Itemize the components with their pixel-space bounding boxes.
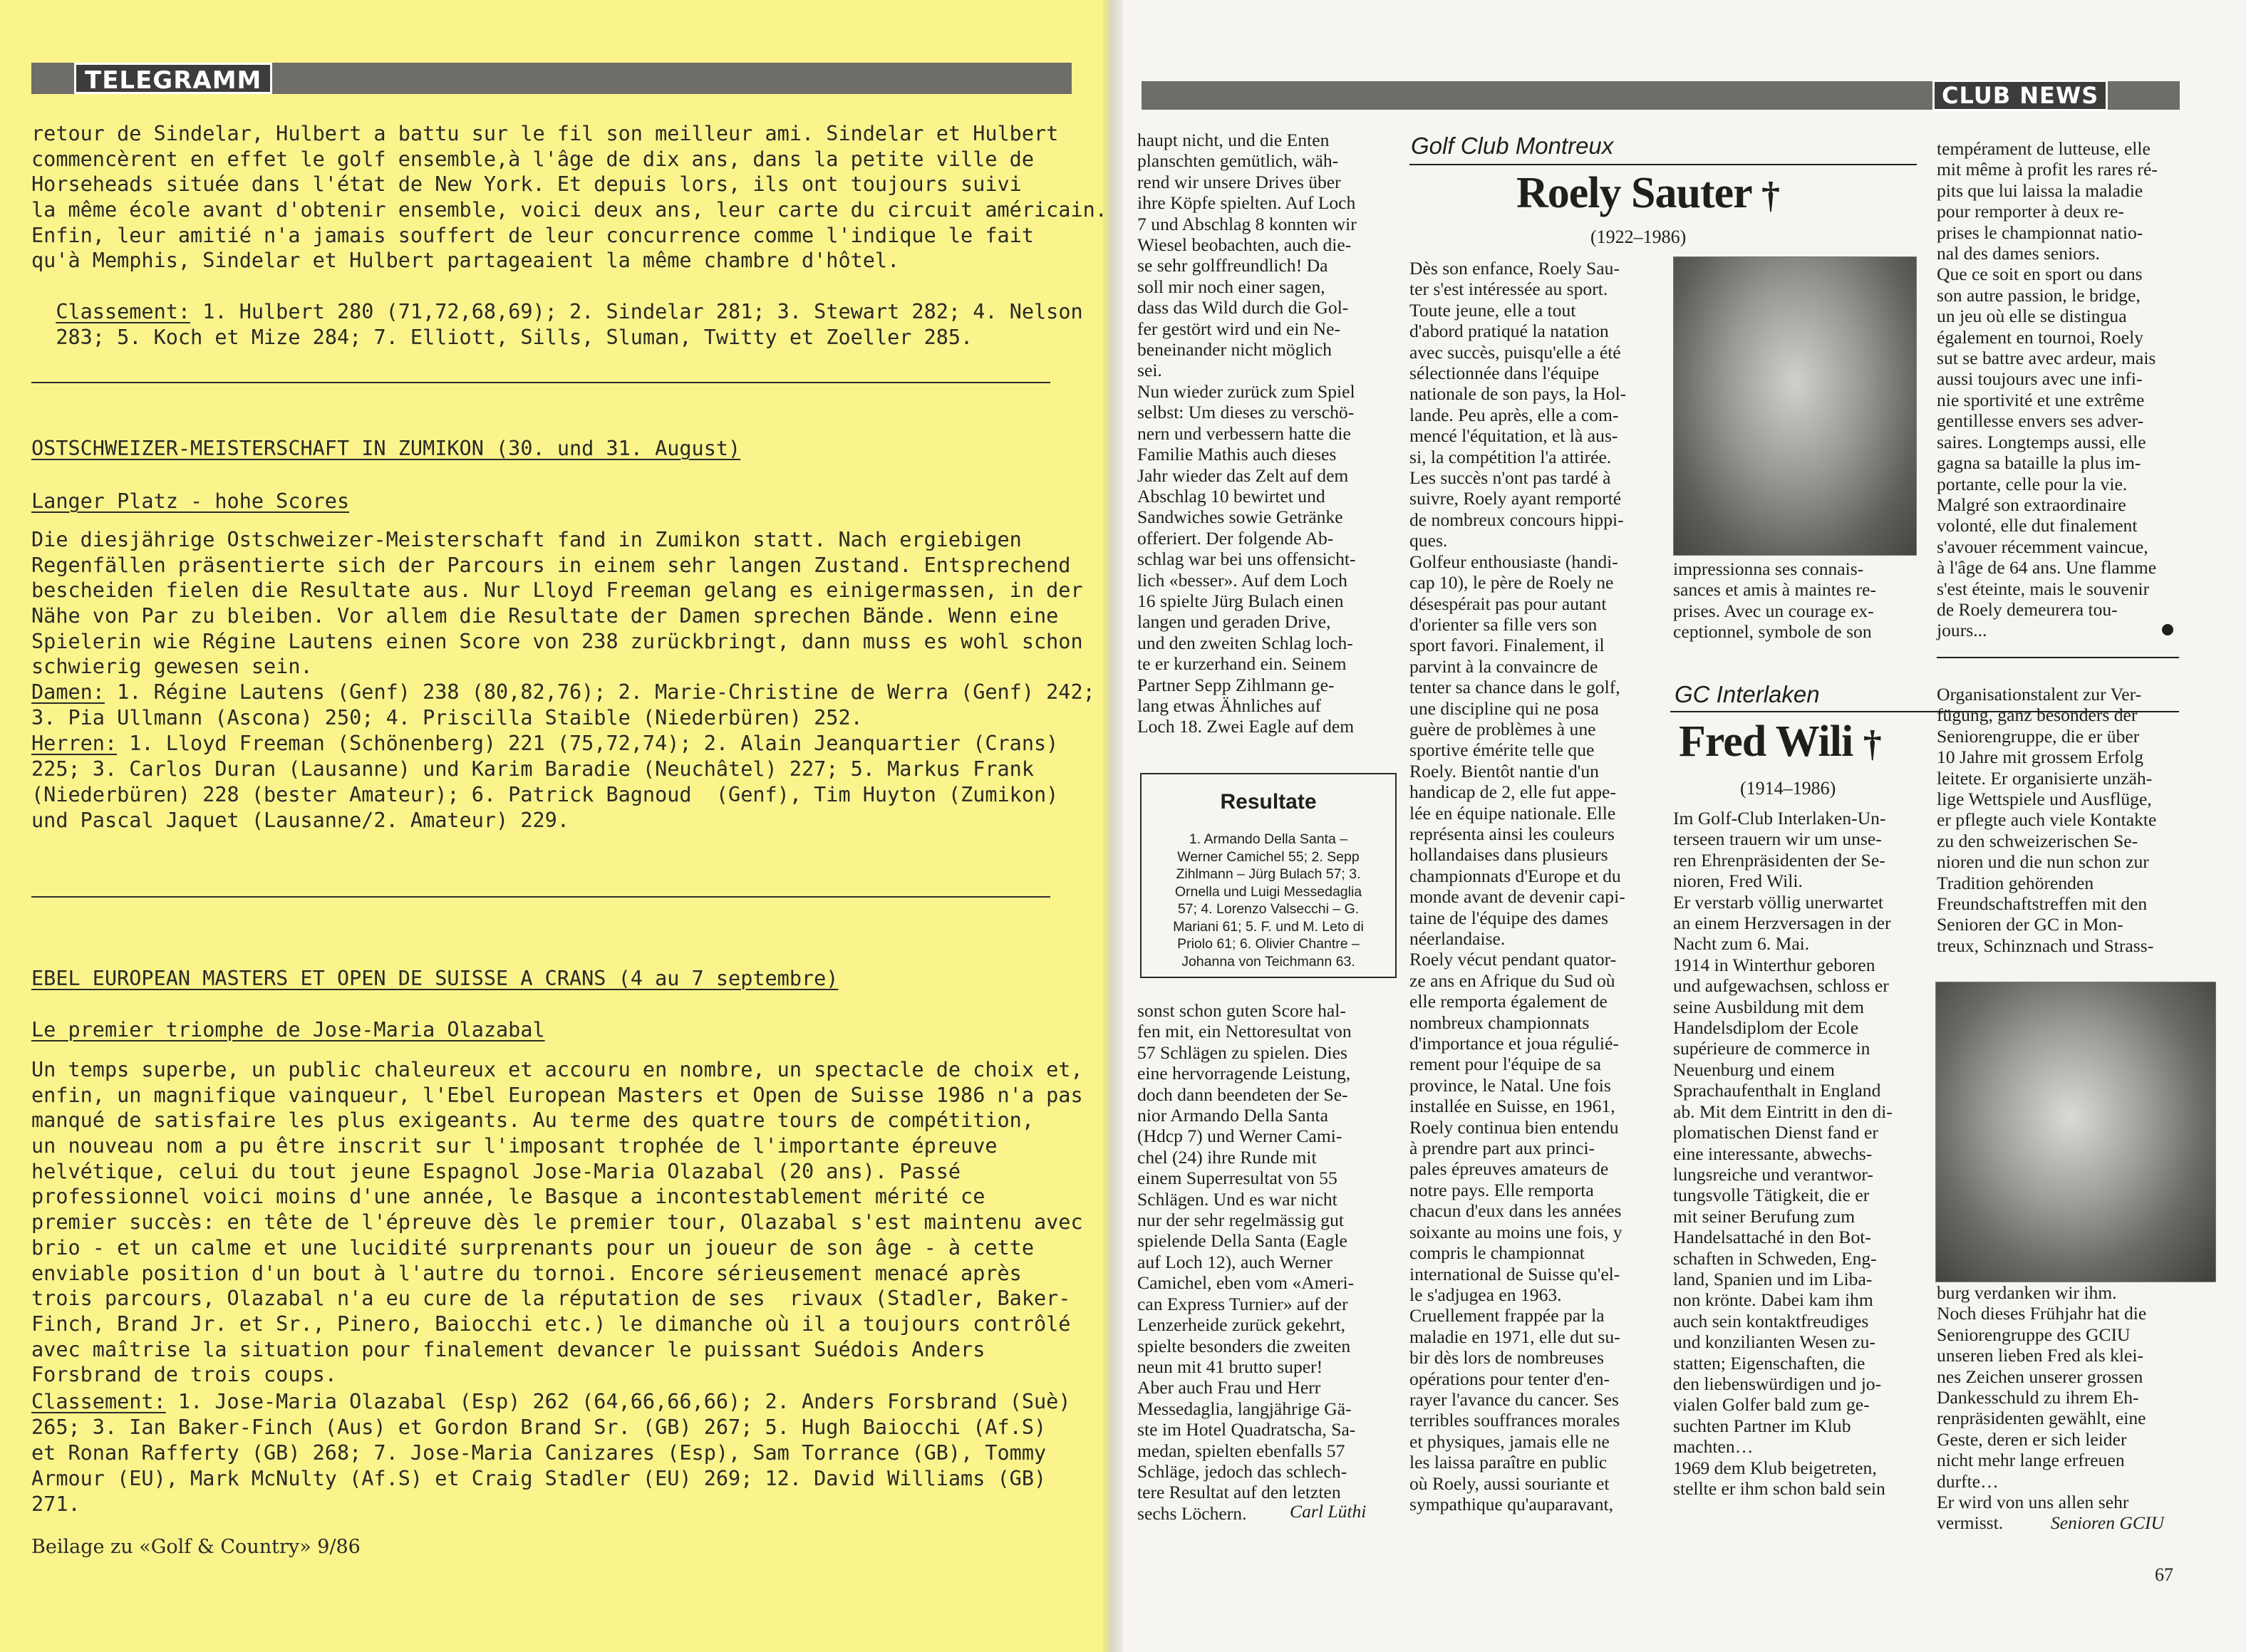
text-line: 7 und Abschlag 8 konnten wir (1137, 213, 1357, 234)
text-line: guère de problèmes à une (1409, 718, 1596, 739)
text-line: te er kurzerhand ein. Seinem (1137, 653, 1347, 675)
text-line: où Roely, aussi souriante et (1409, 1472, 1610, 1494)
text-line: Neuenburg und einem (1673, 1059, 1835, 1080)
text-line: prises le championnat natio- (1937, 222, 2143, 243)
text-line: jours... (1937, 620, 1987, 641)
text-line: rement pour l'équipe de sa (1409, 1054, 1601, 1075)
article3-title: EBEL EUROPEAN MASTERS ET OPEN DE SUISSE A CRANS (4 au 7 septembre) (31, 967, 839, 990)
text-line: la même école avant d'obtenir ensemble, voici deux ans, leur carte du circuit américain. (31, 198, 1107, 222)
text-line: chel (24) ihre Runde mit (1137, 1146, 1317, 1168)
text-line: soixante au moins une fois, y (1409, 1221, 1623, 1242)
text-line: tenter sa chance dans le golf, (1409, 677, 1620, 698)
text-line: nationale de son pays, la Hol- (1409, 383, 1627, 405)
text-line: les laissa paraître en public (1409, 1452, 1608, 1473)
text-line: portante, celle pour la vie. (1937, 473, 2128, 494)
text-line: s'avouer récemment vaincue, (1937, 536, 2148, 557)
text-line: vermisst. (1937, 1512, 2004, 1534)
text-line: sélectionnée dans l'équipe (1409, 363, 1600, 384)
text-line: helvétique, celui du tout jeune Espagnol Jose-Maria Olazabal (20 ans). Passé (31, 1159, 961, 1183)
section-divider (31, 382, 1050, 383)
text-line: nie sportivité et une extrême (1937, 389, 2145, 410)
article3-results-line2: 265; 3. Ian Baker-Finch (Aus) et Gordon Brand Sr. (GB) 267; 5. Hugh Baiocchi (Af.S) (31, 1415, 1047, 1439)
column2 (1409, 258, 1649, 1515)
text-line: nern und verbessern hatte die (1137, 422, 1351, 444)
text-line: installée en Suisse, en 1961, (1409, 1096, 1615, 1117)
text-line: également en tournoi, Roely (1937, 326, 2143, 348)
text-line: Nun wieder zurück zum Spiel (1137, 380, 1355, 402)
text-line: suchten Partner im Klub (1673, 1415, 1851, 1436)
text-line: bir dès lors de nombreuses (1409, 1347, 1604, 1368)
text-line: sechs Löchern. (1137, 1502, 1247, 1524)
text-line: Que ce soit en sport ou dans (1937, 264, 2143, 285)
column4-signature: Senioren GCIU (2051, 1512, 2164, 1533)
end-bullet-icon (2162, 624, 2173, 635)
text-line: nioren und die nun schon zur (1937, 851, 2149, 873)
text-line: hollandaises dans plusieurs (1409, 844, 1608, 866)
text-line: de nombreux concours hippi- (1409, 509, 1624, 530)
text-line: doch dann beendeten der Se- (1137, 1084, 1348, 1105)
obituary2-dates: (1914–1986) (1740, 778, 1836, 799)
column1-top (1137, 130, 1382, 737)
text-line: supérieure de commerce in (1673, 1038, 1870, 1059)
text-line: pour remporter à deux re- (1937, 201, 2124, 222)
text-line: dass das Wild durch die Gol- (1137, 297, 1349, 318)
text-line: premier succès: en tête de l'épreuve dès le premier tour, Olazabal s'est maintenu avec (31, 1210, 1083, 1235)
text-line: Schläge, jedoch das schlech- (1137, 1460, 1347, 1482)
article2-herren-line4: und Pascal Jaquet (Lausanne/2. Amateur) 229. (31, 809, 569, 832)
text-line: Forsbrand de trois coups. (31, 1363, 337, 1387)
text-line: elle remporta également de (1409, 991, 1608, 1012)
text-line: Regenfällen präsentierte sich der Parcours in einem sehr langen Zustand. Entsprechend (31, 553, 1071, 577)
text-line: leitete. Er organisierte unzäh- (1937, 767, 2153, 789)
column1-bottom (1137, 1000, 1382, 1524)
text-line: Organisationstalent zur Ver- (1937, 684, 2142, 705)
text-line: un jeu où elle se distingua (1937, 306, 2127, 327)
text-line: fügung, ganz besonders der (1937, 705, 2138, 726)
obituary2-name: Fred Wili † (1679, 717, 1881, 766)
text-line: haupt nicht, und die Enten (1137, 130, 1330, 150)
text-line: Loch 18. Zwei Eagle auf dem (1137, 716, 1355, 737)
text-line: son autre passion, le bridge, (1937, 284, 2141, 306)
text-line: sei. (1137, 360, 1162, 381)
text-line: suivre, Roely ayant remporté (1409, 488, 1622, 509)
resultate-line: 57; 4. Lorenzo Valsecchi – G. (1177, 901, 1360, 917)
text-line: Schlägen. Und es war nicht (1137, 1188, 1337, 1210)
column3-bottom (1673, 808, 1915, 1499)
text-line: ter s'est intéressée au sport. (1409, 279, 1608, 300)
obituary1-dates: (1922–1986) (1590, 227, 1687, 247)
text-line: pits que lui laissa la maladie (1937, 180, 2143, 201)
text-line: Jahr wieder das Zelt auf dem (1137, 464, 1349, 486)
club-news-header-label: CLUB NEWS (1932, 80, 2108, 111)
column3-top (1673, 559, 1915, 643)
resultate-line: 1. Armando Della Santa – (1189, 831, 1348, 847)
text-line: machten… (1673, 1436, 1754, 1458)
text-line: rend wir unsere Drives über (1137, 171, 1341, 192)
text-line: ceptionnel, symbole de son (1673, 621, 1872, 643)
text-line: tungsvolle Tätigkeit, die er (1673, 1185, 1870, 1206)
text-line: fen mit, ein Nettoresultat von (1137, 1021, 1352, 1042)
text-line: s'est éteinte, mais le souvenir (1937, 578, 2150, 599)
text-line: Abschlag 10 bewirtet und (1137, 485, 1325, 506)
text-line: neun mit 41 brutto super! (1137, 1356, 1323, 1377)
text-line: mencé l'équitation, et là aus- (1409, 425, 1618, 447)
text-line: Roely continua bien entendu (1409, 1116, 1619, 1138)
text-line: plomatischen Dienst fand er (1673, 1122, 1878, 1143)
text-line: planschten gemütlich, wäh- (1137, 150, 1339, 172)
text-line: nur der sehr regelmässig gut (1137, 1210, 1344, 1231)
text-line: Cruellement frappée par la (1409, 1305, 1605, 1326)
text-line: bescheiden fielen die Resultate aus. Nur Lloyd Freeman gelang es einigermassen, in der (31, 578, 1083, 603)
text-line: selbst: Um dieses zu verschö- (1137, 402, 1355, 423)
text-line: cap 10), le père de Roely ne (1409, 572, 1614, 593)
text-line: ab. Mit dem Eintritt in den di- (1673, 1101, 1893, 1122)
text-line: chacun d'eux dans les années (1409, 1200, 1622, 1222)
text-line: terribles souffrances morales (1409, 1410, 1620, 1431)
resultate-line: Zihlmann – Jürg Bulach 57; 3. (1176, 866, 1361, 882)
resultate-line: Priolo 61; 6. Olivier Chantre – (1177, 936, 1360, 952)
text-line: eine hervorragende Leistung, (1137, 1063, 1351, 1084)
text-line: sport favori. Finalement, il (1409, 635, 1605, 656)
article1-results-line1: 1. Hulbert 280 (71,72,68,69); 2. Sindelar 281; 3. Stewart 282; 4. Nelson (190, 299, 1083, 323)
text-line: le s'adjugea en 1963. (1409, 1284, 1562, 1305)
text-line: Nähe von Par zu bleiben. Vor allem die Resultate der Damen sprechen Bände. Wenn eine (31, 604, 1059, 628)
text-line: und konzilianten Wesen zu- (1673, 1331, 1875, 1353)
article2-title: OSTSCHWEIZER-MEISTERSCHAFT IN ZUMIKON (30. und 31. August) (31, 437, 741, 460)
text-line: monde avant de devenir capi- (1409, 886, 1625, 908)
text-line: lige Wettspiele und Ausflüge, (1937, 789, 2152, 810)
page-number: 67 (2155, 1564, 2173, 1585)
text-line: opérations pour tenter d'en- (1409, 1368, 1610, 1389)
text-line: Horseheads située dans l'état de New York. Et depuis lors, ils ont toujours suivi (31, 172, 1022, 197)
text-line: d'orienter sa fille vers son (1409, 613, 1598, 635)
article3-results-line5: 271. (31, 1492, 81, 1516)
article3-results-line3: et Ronan Rafferty (GB) 268; 7. Jose-Maria Canizares (Esp), Sam Torrance (GB), Tommy (31, 1441, 1047, 1465)
text-line: Er wird von uns allen sehr (1937, 1492, 2129, 1513)
text-line: désespérait pas pour autant (1409, 593, 1607, 614)
text-line: lungsreiche und verantwor- (1673, 1163, 1873, 1185)
resultate-line: Mariani 61; 5. F. und M. Leto di (1173, 918, 1364, 935)
text-line: représenta ainsi les couleurs (1409, 823, 1615, 844)
club1-name: Golf Club Montreux (1411, 133, 1614, 159)
text-line: Aber auch Frau und Herr (1137, 1377, 1321, 1398)
text-line: nal des dames seniors. (1937, 243, 2100, 264)
roely-sauter-photo (1673, 256, 1917, 556)
text-line: sances et amis à maintes re- (1673, 579, 1876, 601)
text-line: nioren, Fred Wili. (1673, 871, 1803, 892)
text-line: et physiques, jamais elle ne (1409, 1430, 1610, 1452)
text-line: ren Ehrenpräsidenten der Se- (1673, 849, 1885, 871)
text-line: fer gestört wird und ein Ne- (1137, 318, 1340, 339)
text-line: soll mir noch einer sagen, (1137, 276, 1325, 297)
text-line: Partner Sepp Zihlmann ge- (1137, 674, 1335, 695)
text-line: à l'âge de 64 ans. Une flamme (1937, 557, 2157, 578)
text-line: non krönte. Dabei kam ihm (1673, 1289, 1873, 1311)
text-line: schlag war bei uns offensicht- (1137, 549, 1356, 570)
text-line: ihre Köpfe spielten. Auf Loch (1137, 192, 1356, 214)
text-line: Toute jeune, elle a tout (1409, 299, 1576, 321)
text-line: 57 Schlägen zu spielen. Dies (1137, 1041, 1347, 1063)
text-line: medan, spielten ebenfalls 57 (1137, 1440, 1345, 1461)
text-line: une discipline qui ne posa (1409, 697, 1599, 719)
column4-bottom (1937, 1282, 2179, 1534)
text-line: eine interessante, abwechs- (1673, 1143, 1873, 1164)
text-line: langen und geraden Drive, (1137, 611, 1331, 633)
text-line: Un temps superbe, un public chaleureux et accouru en nombre, un spectacle de choix et, (31, 1058, 1083, 1081)
text-line: Handelsdiplom der Ecole (1673, 1017, 1859, 1039)
text-line: maladie en 1971, elle dut su- (1409, 1326, 1620, 1347)
dagger-icon: † (1761, 175, 1780, 216)
text-line: un nouveau nom a pu être inscrit sur l'imposant trophée de l'importante épreuve (31, 1134, 998, 1158)
text-line: sympathique qu'auparavant, (1409, 1493, 1614, 1515)
text-line: enviable position d'un bout à l'autre du tornoi. Encore sérieusement menacé après (31, 1261, 1022, 1285)
text-line: tempérament de lutteuse, elle (1937, 138, 2151, 159)
article3-results: Classement: 1. Jose-Maria Olazabal (Esp) 262 (64,66,66,66); 2. Anders Forsbrand (Suè) (31, 1390, 1071, 1413)
text-line: lande. Peu après, elle a com- (1409, 404, 1619, 425)
article3-results-line4: Armour (EU), Mark McNulty (Af.S) et Craig Stadler (EU) 269; 12. David Williams (GB) (31, 1467, 1047, 1490)
text-line: Freundschaftstreffen mit den (1937, 893, 2148, 915)
text-line: Geste, deren er sich leider (1937, 1428, 2127, 1450)
text-line: à prendre part aux princi- (1409, 1138, 1595, 1159)
text-line: Im Golf-Club Interlaken-Un- (1673, 808, 1886, 828)
text-line: d'abord pratiqué la natation (1409, 321, 1609, 342)
text-line: Enfin, leur amitié n'a jamais souffert de leur concurrence comme l'indique le fait (31, 223, 1034, 247)
article2-subtitle: Langer Platz - hohe Scores (31, 489, 350, 513)
article2-herren-line2: 225; 3. Carlos Duran (Lausanne) und Karim Baradie (Neuchâtel) 227; 5. Markus Frank (31, 757, 1034, 781)
text-line: ste im Hotel Quadratscha, Sa- (1137, 1419, 1356, 1440)
text-line: burg verdanken wir ihm. (1937, 1282, 2117, 1303)
article3-subtitle: Le premier triomphe de Jose-Maria Olazabal (31, 1018, 545, 1041)
text-line: stellte er ihm schon bald sein (1673, 1478, 1885, 1499)
text-line: sut se battre avec ardeur, mais (1937, 348, 2156, 369)
text-line: Sprachaufenthalt in England (1673, 1080, 1881, 1101)
resultate-title: Resultate (1220, 790, 1317, 814)
text-line: championnats d'Europe et du (1409, 865, 1621, 886)
text-line: nicht mehr lange erfreuen (1937, 1450, 2125, 1471)
text-line: prises. Avec un courage ex- (1673, 600, 1874, 621)
column4-mid (1937, 684, 2179, 956)
text-line: ze ans en Afrique du Sud où (1409, 970, 1615, 991)
text-line: de Roely demeurera tou- (1937, 598, 2118, 620)
text-line: trois parcours, Olazabal n'a eu cure de la réputation de ses rivaux (Stadler, Baker- (31, 1287, 1071, 1311)
text-line: handicap de 2, elle fut appe- (1409, 781, 1616, 803)
article1-body (31, 121, 1107, 274)
text-line: beneinander nicht möglich (1137, 339, 1332, 360)
text-line: Finch, Brand Jr. et Sr., Pinero, Baiocchi etc.) le dimanche où il a toujours contrôlé (31, 1311, 1071, 1336)
text-line: 10 Jahre mit grossem Erfolg (1937, 747, 2144, 768)
text-line: spielende Della Santa (Eagle (1137, 1230, 1347, 1252)
text-line: Camichel, eben vom «Ameri- (1137, 1272, 1355, 1294)
telegramm-header-label: TELEGRAMM (74, 63, 272, 94)
article2-damen: Damen: 1. Régine Lautens (Genf) 238 (80,82,76); 2. Marie-Christine de Werra (Genf) 242; (31, 680, 1095, 704)
text-line: durfte… (1937, 1470, 1999, 1492)
text-line: den liebenswürdigen und jo- (1673, 1373, 1882, 1394)
text-line: schwierig gewesen sein. (31, 655, 313, 679)
text-line: can Express Turnier» auf der (1137, 1293, 1348, 1314)
text-line: seine Ausbildung mit dem (1673, 996, 1865, 1017)
text-line: 1969 dem Klub beigetreten, (1673, 1457, 1877, 1478)
text-line: taine de l'équipe des dames (1409, 907, 1608, 928)
fred-wili-photo (1935, 982, 2216, 1282)
text-line: gentillesse envers ses adver- (1937, 410, 2144, 432)
column1-signature: Carl Lüthi (1290, 1501, 1367, 1522)
text-line: treux, Schinznach und Strass- (1937, 935, 2154, 956)
text-line: Sandwiches sowie Getränke (1137, 506, 1343, 528)
text-line: Seniorengruppe des GCIU (1937, 1324, 2131, 1345)
text-line: Er verstarb völlig unerwartet (1673, 891, 1883, 913)
text-line: vialen Golfer bald zum ge- (1673, 1394, 1870, 1415)
text-line: impressionna ses connais- (1673, 559, 1864, 579)
text-line: Handelsattaché in den Bot- (1673, 1227, 1871, 1248)
text-line: avec maîtrise la situation pour finalement devancer le puissant Suédois Anders (31, 1337, 985, 1361)
text-line: qu'à Memphis, Sindelar et Hulbert partageaient la même chambre d'hôtel. (31, 249, 900, 273)
text-line: statten; Eigenschaften, die (1673, 1352, 1865, 1373)
article2-herren: Herren: 1. Lloyd Freeman (Schönenberg) 221 (75,72,74); 2. Alain Jeanquartier (Crans) (31, 732, 1059, 755)
text-line: retour de Sindelar, Hulbert a battu sur le fil son meilleur ami. Sindelar et Hulbert (31, 122, 1059, 145)
text-line: notre pays. Elle remporta (1409, 1179, 1594, 1200)
text-line: compris le championnat (1409, 1242, 1585, 1264)
text-line: Dès son enfance, Roely Sau- (1409, 258, 1620, 279)
text-line: 1914 in Winterthur geboren (1673, 954, 1875, 975)
text-line: mit seiner Berufung zum (1673, 1205, 1856, 1227)
text-line: land, Spanien und im Liba- (1673, 1268, 1873, 1289)
supplement-footer: Beilage zu «Golf & Country» 9/86 (31, 1536, 361, 1558)
text-line: saires. Longtemps aussi, elle (1937, 431, 2146, 452)
text-line: Malgré son extraordinaire (1937, 494, 2126, 515)
text-line: pales épreuves amateurs de (1409, 1158, 1609, 1180)
text-line: Messedaglia, langjährige Gä- (1137, 1398, 1352, 1419)
text-line: commencèrent en effet le golf ensemble,à l'âge de dix ans, dans la petite ville de (31, 147, 1034, 171)
resultate-line: Johanna von Teichmann 63. (1181, 953, 1355, 970)
text-line: ques. (1409, 530, 1448, 551)
text-line: Lenzerheide zurück gekehrt, (1137, 1314, 1346, 1336)
text-line: Dankesschuld zu ihrem Eh- (1937, 1387, 2139, 1408)
text-line: rayer l'avance du cancer. Ses (1409, 1388, 1619, 1410)
resultate-box (1140, 773, 1397, 978)
club1-rule (1409, 164, 1917, 165)
section-divider (31, 896, 1050, 898)
column4-top (1937, 138, 2179, 641)
text-line: renpräsidenten gewählt, eine (1937, 1408, 2146, 1429)
text-line: international de Suisse qu'el- (1409, 1263, 1620, 1284)
text-line: avec succès, puisqu'elle a été (1409, 341, 1621, 363)
text-line: Roely. Bientôt nantie d'un (1409, 760, 1599, 781)
text-line: Golfeur enthousiaste (handi- (1409, 551, 1618, 572)
text-line: enfin, un magnifique vainqueur, l'Ebel European Masters et Open de Suisse 1986 n'a pas (31, 1083, 1083, 1107)
dagger-icon: † (1863, 724, 1881, 764)
text-line: nior Armando Della Santa (1137, 1105, 1328, 1126)
text-line: er pflegte auch viele Kontakte (1937, 809, 2157, 831)
article2-herren-line3: (Niederbüren) 228 (bester Amateur); 6. Patrick Bagnoud (Genf), Tim Huyton (Zumikon) (31, 783, 1059, 806)
club2-name: GC Interlaken (1675, 681, 1820, 707)
text-line: gagna sa bataille la plus im- (1937, 452, 2141, 474)
text-line: terseen trauern wir um unse- (1673, 828, 1882, 850)
text-line: Die diesjährige Ostschweizer-Meisterschaft fand in Zumikon statt. Nach ergiebigen (31, 528, 1022, 551)
text-line: mit même à profit les rares ré- (1937, 159, 2158, 180)
text-line: se sehr golffreundlich! Da (1137, 255, 1328, 276)
text-line: offeriert. Der folgende Ab- (1137, 527, 1334, 549)
text-line: parvint à la convaincre de (1409, 655, 1598, 677)
text-line: einem Superresultat von 55 (1137, 1168, 1337, 1189)
text-line: und den zweiten Schlag loch- (1137, 632, 1353, 653)
text-line: lée en équipe nationale. Elle (1409, 802, 1616, 824)
text-line: brio - et un calme et une lucidité surprenants pour un joueur de son âge - à cette (31, 1235, 1034, 1259)
resultate-line: Werner Camichel 55; 2. Sepp (1177, 848, 1360, 865)
text-line: schaften in Schweden, Eng- (1673, 1247, 1877, 1269)
text-line: lang etwas Ähnliches auf (1137, 695, 1321, 716)
text-line: aussi toujours avec une infi- (1937, 368, 2143, 390)
article1-results-line2: 283; 5. Koch et Mize 284; 7. Elliott, Sills, Sluman, Twitty et Zoeller 285. (56, 325, 973, 349)
text-line: unseren lieben Fred als klei- (1937, 1345, 2143, 1366)
text-line: Nacht zum 6. Mai. (1673, 933, 1810, 955)
obituary1-name: Roely Sauter † (1516, 169, 1780, 217)
text-line: province, le Natal. Une fois (1409, 1074, 1611, 1096)
text-line: und aufgewachsen, schloss er (1673, 975, 1889, 997)
text-line: Les succès n'ont pas tardé à (1409, 467, 1611, 489)
text-line: Tradition gehörenden (1937, 872, 2094, 893)
article3-body (31, 1057, 1083, 1388)
text-line: (Hdcp 7) und Werner Cami- (1137, 1126, 1342, 1147)
text-line: lich «besser». Auf dem Loch (1137, 569, 1347, 591)
text-line: Wiesel beobachten, auch die- (1137, 234, 1352, 256)
text-line: Noch dieses Frühjahr hat die (1937, 1303, 2147, 1324)
text-line: sportive émérite telle que (1409, 739, 1595, 761)
text-line: Roely vécut pendant quator- (1409, 949, 1617, 970)
text-line: si, la compétition l'a attirée. (1409, 446, 1612, 467)
text-line: zu den schweizerischen Se- (1937, 830, 2138, 851)
article1-results-label: Classement: (56, 299, 191, 323)
text-line: Spielerin wie Régine Lautens einen Score von 238 zurückbringt, dann muss es wohl schon (31, 629, 1083, 653)
text-line: volonté, elle dut finalement (1937, 515, 2138, 536)
text-line: spielte besonders die zweiten (1137, 1335, 1351, 1356)
text-line: Senioren der GC in Mon- (1937, 914, 2123, 935)
resultate-line: Ornella und Luigi Messedaglia (1174, 883, 1362, 900)
text-line: nombreux championnats (1409, 1012, 1590, 1033)
text-line: nes Zeichen unserer grossen (1937, 1366, 2143, 1387)
text-line: auf Loch 12), auch Werner (1137, 1251, 1332, 1272)
text-line: auch sein kontaktfreudiges (1673, 1310, 1869, 1331)
text-line: tere Resultat auf den letzten (1137, 1482, 1341, 1503)
article2-body (31, 527, 1083, 680)
text-line: Familie Mathis auch dieses (1137, 444, 1337, 465)
text-line: an einem Herzversagen in der (1673, 913, 1891, 934)
text-line: 16 spielte Jürg Bulach einen (1137, 590, 1344, 611)
column4-rule (1937, 657, 2179, 658)
text-line: néerlandaise. (1409, 928, 1506, 949)
text-line: Seniorengruppe, die er über (1937, 725, 2140, 747)
text-line: manqué de satisfaire les plus exigeants. Au terme des quatre tours de compétition, (31, 1108, 1034, 1133)
article2-damen-line2: 3. Pia Ullmann (Ascona) 250; 4. Priscilla Staible (Niederbüren) 252. (31, 706, 863, 729)
text-line: sonst schon guten Score hal- (1137, 1000, 1346, 1021)
text-line: professionnel voici moins d'une année, le Basque a incontestablement mérité ce (31, 1185, 985, 1209)
text-line: d'importance et joua régulié- (1409, 1033, 1619, 1054)
